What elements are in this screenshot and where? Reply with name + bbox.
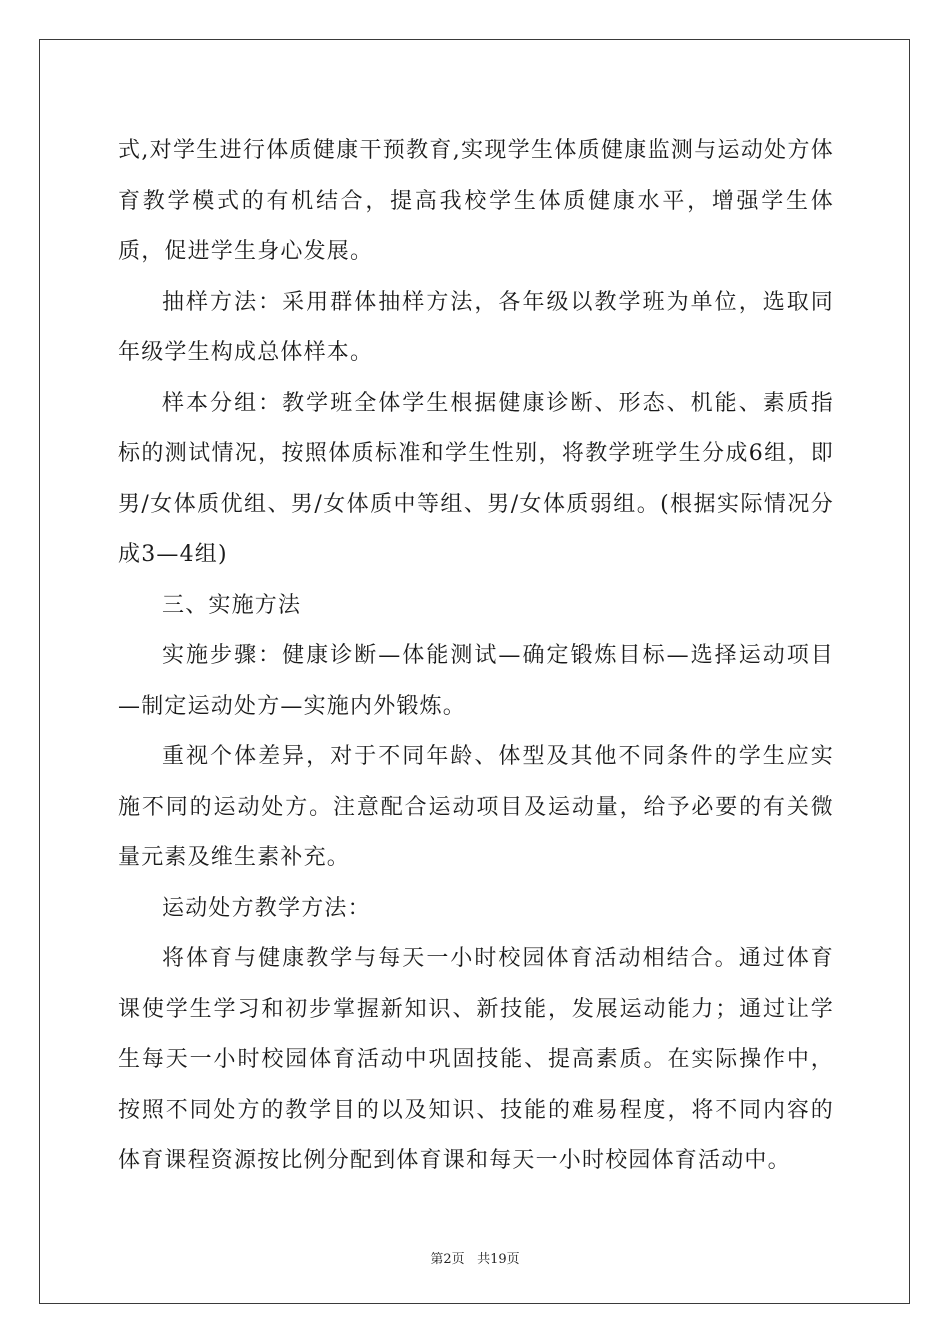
page-total: 共19页 [477, 1252, 520, 1267]
paragraph-sampling-method: 抽样方法：采用群体抽样方法，各年级以教学班为单位，选取同年级学生构成总体样本。 [118, 289, 834, 365]
paragraph-teaching-method: 将体育与健康教学与每天一小时校园体育活动相结合。通过体育课使学生学习和初步掌握新知识、新技能，发展运动能力；通过让学生每天一小时校园体育活动中巩固技能、提高素质。在实际操作中，按照不同处方的教学目的以及知识、技能的难易程度，将不同内容的体育课程资源按比例分配到体育课和每天一小时校园体育活动中。 [118, 946, 834, 1173]
page-footer [0, 1248, 950, 1267]
paragraph-teaching-method-label: 运动处方教学方法： [162, 895, 371, 921]
paragraph-individual-differences: 重视个体差异，对于不同年龄、体型及其他不同条件的学生应实施不同的运动处方。注意配合运动项目及运动量，给予必要的有关微量元素及维生素补充。 [118, 744, 834, 870]
paragraph-1: 式,对学生进行体质健康干预教育,实现学生体质健康监测与运动处方体育教学模式的有机结合，提高我校学生体质健康水平，增强学生体质，促进学生身心发展。 [118, 138, 834, 264]
document-body [118, 126, 834, 1187]
section-heading-implementation: 三、实施方法 [162, 592, 302, 618]
paragraph-sample-grouping: 样本分组：教学班全体学生根据健康诊断、形态、机能、素质指标的测试情况，按照体质标准和学生性别，将教学班学生分成6组，即男/女体质优组、男/女体质中等组、男/女体质弱组。(根据实际情况分成3—4组) [118, 390, 834, 567]
page-number: 第2页 [430, 1252, 465, 1267]
paragraph-implementation-steps: 实施步骤：健康诊断—体能测试—确定锻炼目标—选择运动项目—制定运动处方—实施内外锻炼。 [118, 643, 834, 719]
